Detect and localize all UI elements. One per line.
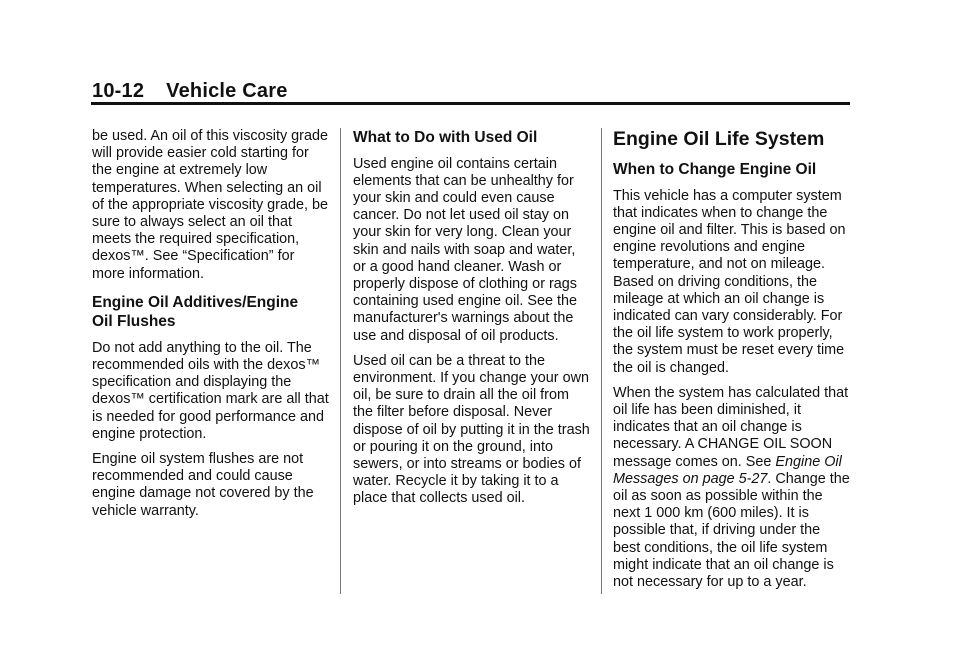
viscosity-paragraph: be used. An oil of this viscosity grade will provide easier cold starting for the engine at extremely low temperatures. When selecting an oil of the appropriate viscosity grade, be sure to always select an oil that meets the required specification, dexos™. See “Specification” for more information. [92,128,328,282]
page-header [92,80,288,103]
additives-heading-line-1: Engine Oil Additives/Engine [92,293,299,311]
column-divider-2 [601,128,602,594]
used-oil-environment-paragraph: Used oil can be a threat to the environment. If you change your own oil, be sure to drain all the oil from the filter before disposal. Never dispose of oil by putting it in the trash or pouring it on the ground, into sewers, or into streams or bodies of water. Recycle it by taking it to a place that collects used oil. [353,352,590,507]
additives-paragraph: Do not add anything to the oil. The recommended oils with the dexos™ specification and displaying the dexos™ certification mark are all that is needed for good performance and engine protection. [92,339,329,442]
computer-system-paragraph: This vehicle has a computer system that indicates when to change the engine oil and filter. This is based on engine revolutions and engine temperature, and not on mileage. Based on driving conditions, the mileage at which an oil change is indicated can vary considerably. For the oil life system to work properly, the system must be reset every time the oil is changed. [613,187,846,376]
section-title: Vehicle Care [166,80,288,102]
flushes-paragraph: Engine oil system flushes are not recommended and could cause engine damage not covered by the vehicle warranty. [92,451,314,519]
used-oil-heading: What to Do with Used Oil [353,129,538,146]
additives-heading [92,293,330,332]
column-3 [613,128,851,599]
engine-oil-messages-reference[interactable]: Engine Oil Messages on page 5-27 [613,453,842,487]
column-divider-1 [340,128,341,594]
page-number: 10-12 [92,80,145,102]
header-rule [91,102,850,105]
change-oil-text-after: . Change the oil as soon as possible within the next 1 000 km (600 miles). It is possible that, if driving under the best conditions, the oil life system might indicate that an oil change is not necessary for up to a year. [613,470,850,590]
change-oil-text-before: When the system has calculated that oil life has been diminished, it indicates that an oil change is necessary. A CHANGE OIL SOON message comes on. See [613,384,849,470]
column-1 [92,128,330,528]
change-oil-soon-paragraph [613,385,851,591]
used-oil-health-paragraph: Used engine oil contains certain elements that can be unhealthy for your skin and could even cause cancer. Do not let used oil stay on your skin for very long. Clean your skin and nails with soap and water, or a good hand cleaner. Wash or properly dispose of clothing or rags containing used engine oil. See the manufacturer's warnings about the use and disposal of oil products. [353,155,578,344]
oil-life-system-title: Engine Oil Life System [613,128,825,150]
when-to-change-heading: When to Change Engine Oil [613,161,817,178]
column-2 [353,128,591,516]
additives-heading-line-2: Oil Flushes [92,313,176,331]
